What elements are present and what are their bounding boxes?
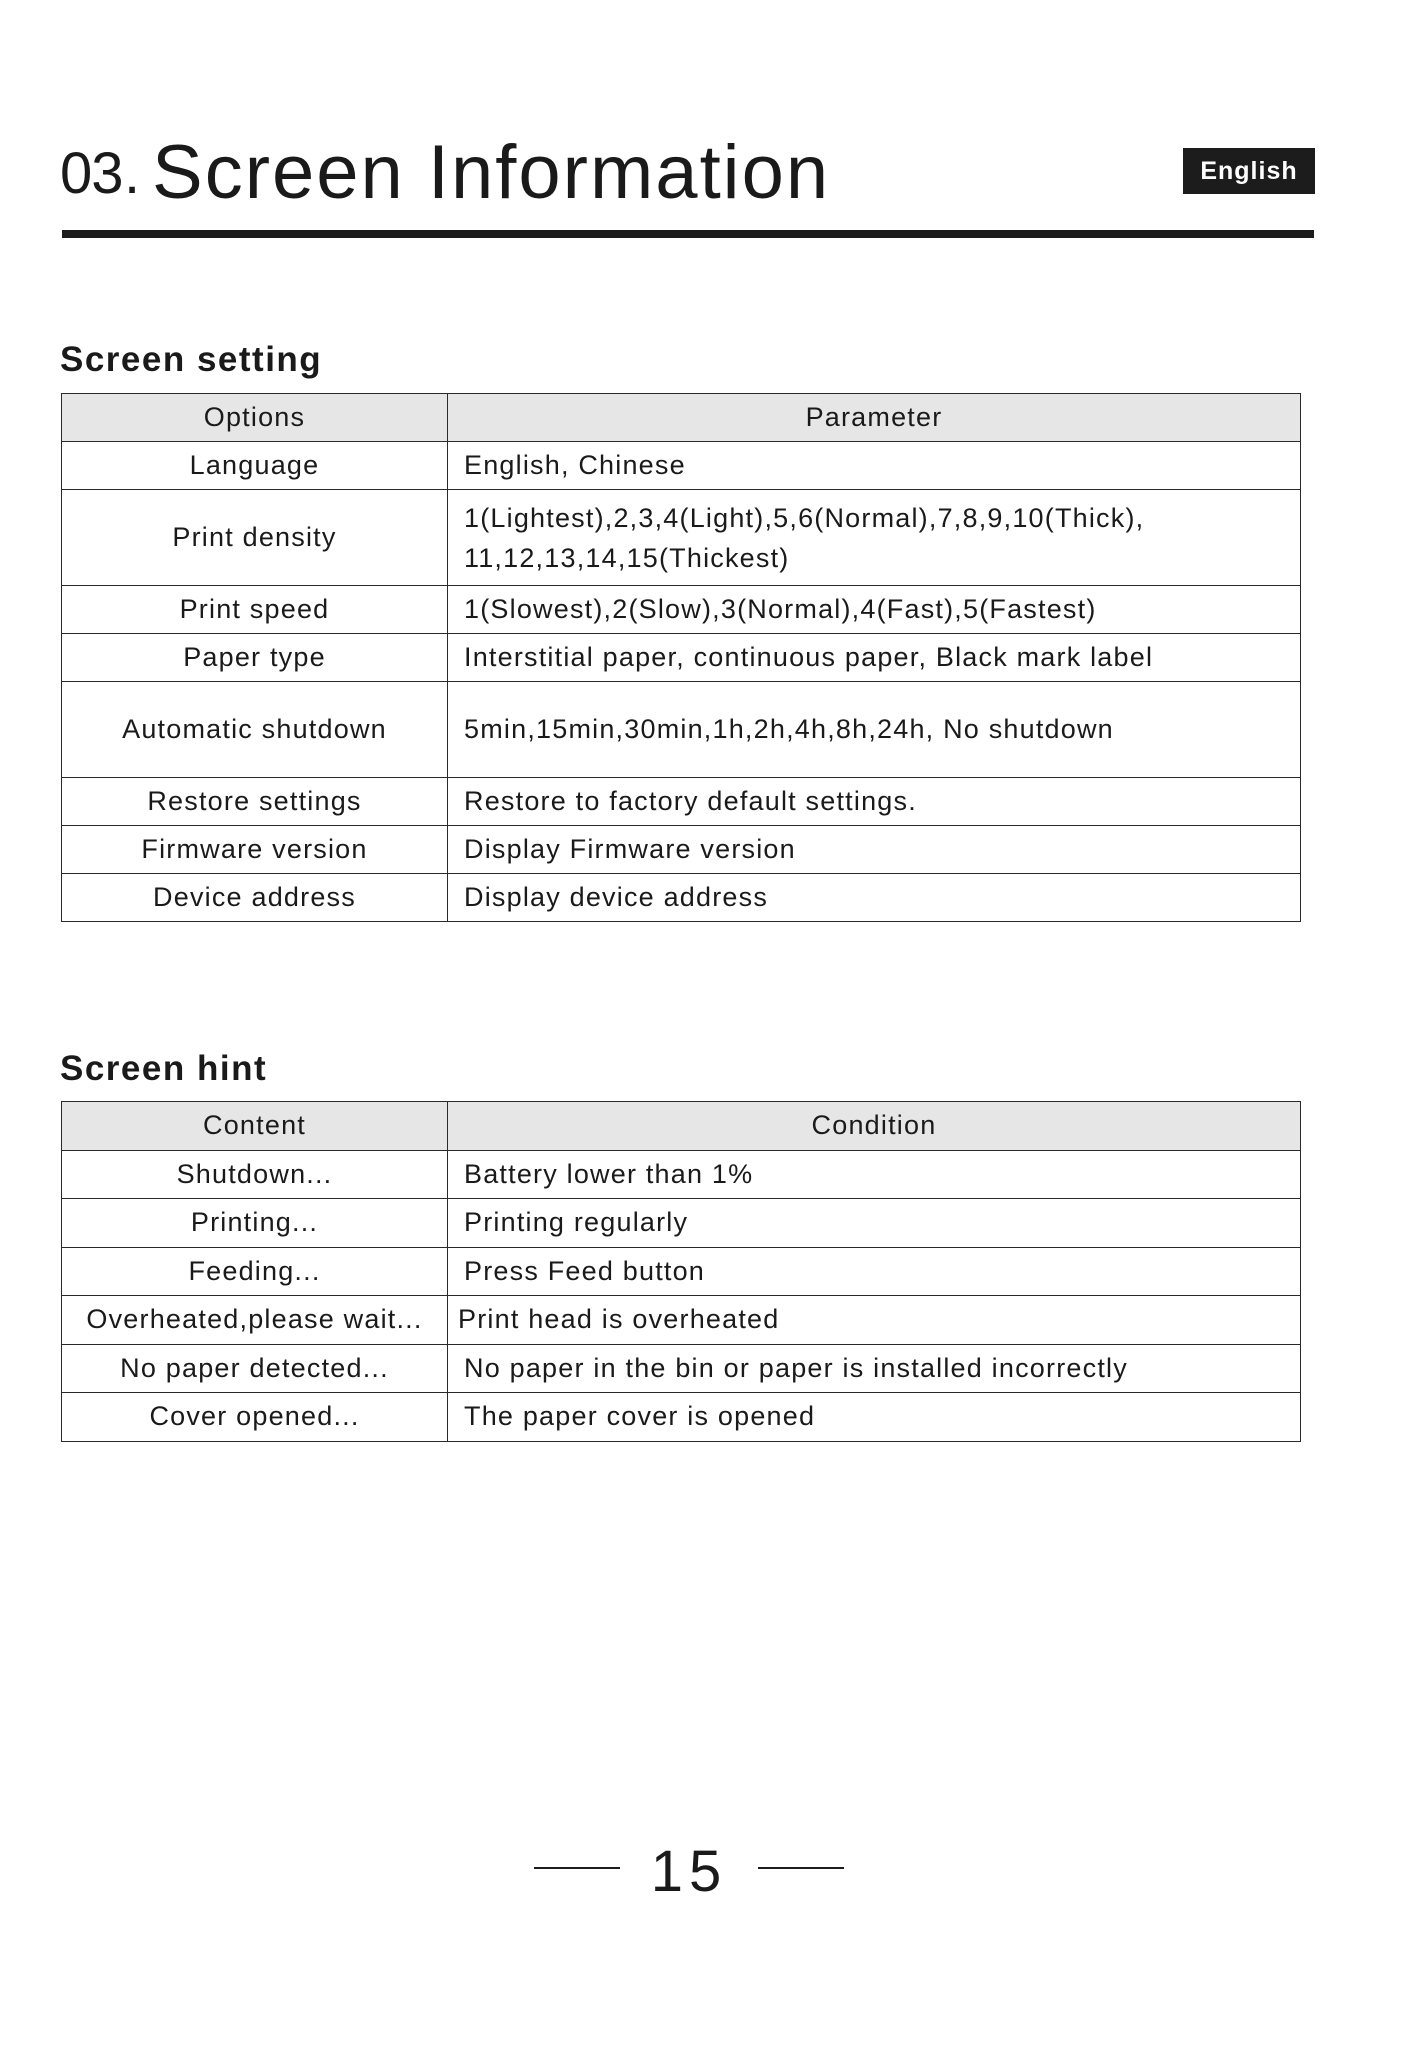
option-cell: Device address — [62, 874, 448, 922]
parameter-cell: English, Chinese — [448, 442, 1301, 490]
table-row — [62, 634, 1301, 682]
screen-hint-heading: Screen hint — [60, 1049, 268, 1088]
parameter-cell: Restore to factory default settings. — [448, 778, 1301, 826]
option-cell: Restore settings — [62, 778, 448, 826]
condition-cell: Battery lower than 1% — [448, 1150, 1301, 1199]
content-cell: No paper detected... — [62, 1344, 448, 1393]
page-number: 15 — [650, 1839, 728, 1904]
table-header-row — [62, 1102, 1301, 1151]
parameter-cell: Interstitial paper, continuous paper, Black mark label — [448, 634, 1301, 682]
screen-setting-table — [61, 393, 1301, 922]
option-cell: Automatic shutdown — [62, 682, 448, 778]
screen-setting-heading: Screen setting — [60, 340, 323, 379]
parameter-cell: 1(Slowest),2(Slow),3(Normal),4(Fast),5(Fastest) — [448, 586, 1301, 634]
table-row — [62, 1393, 1301, 1442]
content-cell: Shutdown... — [62, 1150, 448, 1199]
table-row — [62, 1150, 1301, 1199]
page-footer — [534, 1838, 844, 1904]
condition-cell: Printing regularly — [448, 1199, 1301, 1248]
page-header — [60, 128, 1315, 215]
column-header-condition: Condition — [448, 1102, 1301, 1151]
condition-cell: No paper in the bin or paper is installed incorrectly — [448, 1344, 1301, 1393]
language-badge: English — [1183, 148, 1315, 194]
option-cell: Firmware version — [62, 826, 448, 874]
condition-cell: Press Feed button — [448, 1247, 1301, 1296]
column-header-options: Options — [62, 394, 448, 442]
section-number: 03 — [60, 141, 123, 206]
parameter-cell: Display device address — [448, 874, 1301, 922]
content-cell: Overheated,please wait... — [62, 1296, 448, 1345]
option-cell: Paper type — [62, 634, 448, 682]
parameter-line: 1(Lightest),2,3,4(Light),5,6(Normal),7,8,9,10(Thick), — [464, 502, 1145, 533]
content-cell: Printing... — [62, 1199, 448, 1248]
content-cell: Feeding... — [62, 1247, 448, 1296]
screen-hint-table — [61, 1101, 1301, 1442]
header-divider — [62, 230, 1314, 238]
table-row — [62, 442, 1301, 490]
table-row — [62, 874, 1301, 922]
column-header-parameter: Parameter — [448, 394, 1301, 442]
parameter-cell: 5min,15min,30min,1h,2h,4h,8h,24h, No shutdown — [448, 682, 1301, 778]
table-row — [62, 826, 1301, 874]
option-cell: Print speed — [62, 586, 448, 634]
table-row — [62, 682, 1301, 778]
table-row — [62, 490, 1301, 586]
parameter-line: 11,12,13,14,15(Thickest) — [464, 542, 790, 573]
table-header-row — [62, 394, 1301, 442]
table-row — [62, 778, 1301, 826]
parameter-cell: Display Firmware version — [448, 826, 1301, 874]
content-cell: Cover opened... — [62, 1393, 448, 1442]
table-row — [62, 586, 1301, 634]
option-cell: Print density — [62, 490, 448, 586]
condition-cell: Print head is overheated — [448, 1296, 1301, 1345]
table-row — [62, 1296, 1301, 1345]
footer-rule-right — [758, 1867, 844, 1869]
column-header-content: Content — [62, 1102, 448, 1151]
condition-cell: The paper cover is opened — [448, 1393, 1301, 1442]
table-row — [62, 1247, 1301, 1296]
table-row — [62, 1344, 1301, 1393]
page-title: Screen Information — [152, 130, 831, 215]
parameter-cell — [448, 490, 1301, 586]
table-row — [62, 1199, 1301, 1248]
option-cell: Language — [62, 442, 448, 490]
section-number-dot: . — [124, 141, 141, 206]
